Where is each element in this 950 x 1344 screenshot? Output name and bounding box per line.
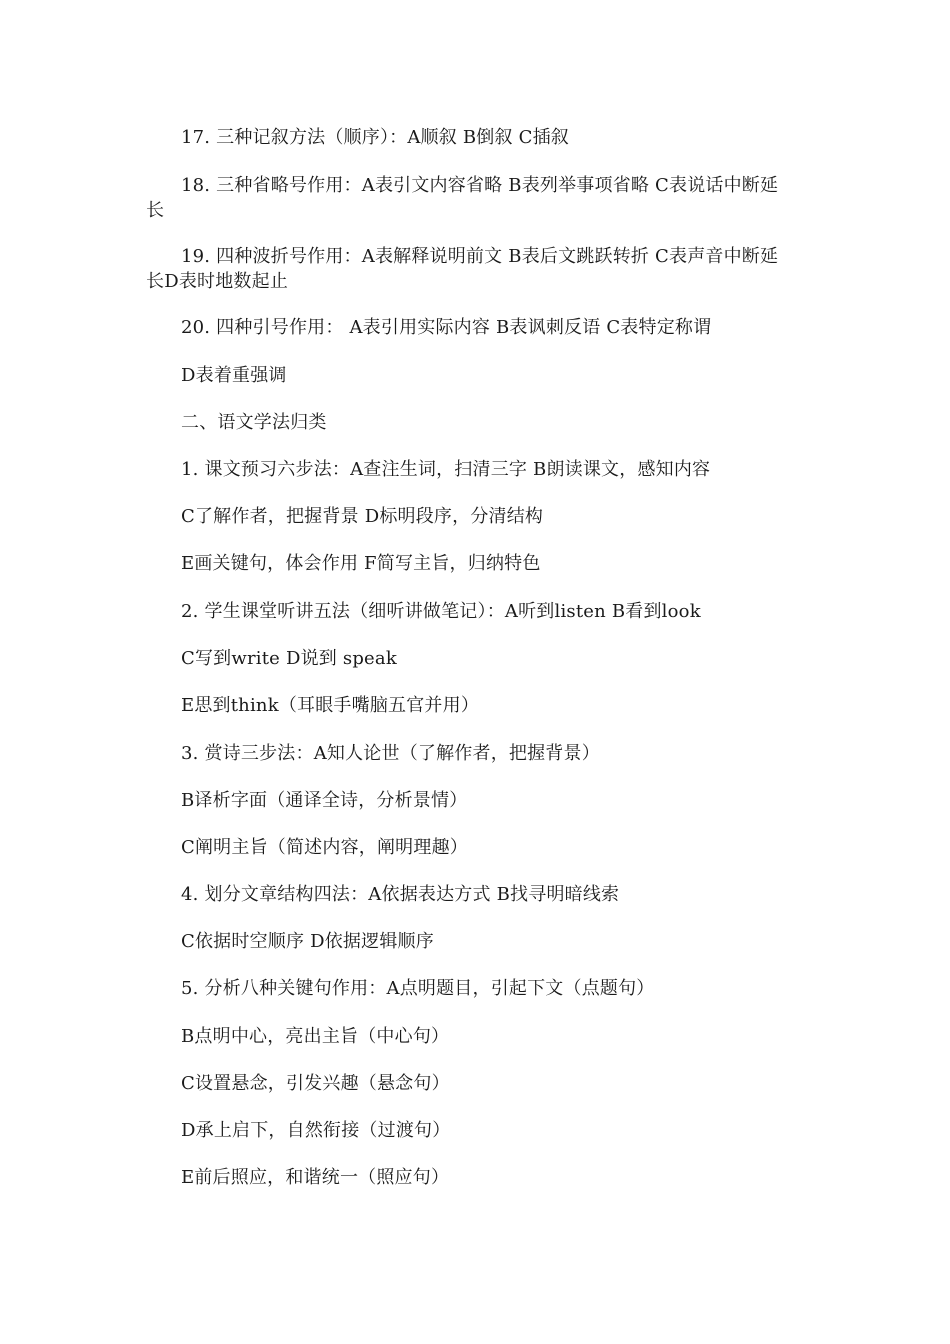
method-5-key-sentences: 5. 分析八种关键句作用：A点明题目，引起下文（点题句） (181, 978, 655, 999)
item-18-line-1: 18. 三种省略号作用：A表引文内容省略 B表列举事项省略 C表说话中断延 (181, 175, 779, 196)
method-1-preview: 1. 课文预习六步法：A查注生词，扫清三字 B朗读课文，感知内容 (181, 459, 711, 480)
method-5-key-sentences-d: D承上启下，自然衔接（过渡句） (181, 1120, 451, 1141)
item-19-line-1: 19. 四种波折号作用：A表解释说明前文 B表后文跳跃转折 C表声音中断延 (181, 246, 779, 267)
method-2-listening: 2. 学生课堂听讲五法（细听讲做笔记）：A听到listen B看到look (181, 601, 701, 622)
method-4-structure: 4. 划分文章结构四法：A依据表达方式 B找寻明暗线索 (181, 884, 620, 905)
method-3-poetry-c: C阐明主旨（简述内容，阐明理趣） (181, 837, 468, 858)
item-18-ellipsis-uses (146, 173, 816, 223)
method-2-listening-cd: C写到write D说到 speak (181, 648, 397, 669)
method-5-key-sentences-e: E前后照应，和谐统一（照应句） (181, 1167, 450, 1188)
section-heading-study-methods: 二、语文学法归类 (181, 412, 327, 433)
method-4-structure-cd: C依据时空顺序 D依据逻辑顺序 (181, 931, 434, 952)
method-5-key-sentences-b: B点明中心，亮出主旨（中心句） (181, 1026, 450, 1047)
item-18-line-2: 长 (146, 200, 165, 221)
item-19-dash-uses (146, 244, 816, 294)
method-2-listening-e: E思到think（耳眼手嘴脑五官并用） (181, 695, 480, 716)
method-3-poetry: 3. 赏诗三步法：A知人论世（了解作者，把握背景） (181, 743, 600, 764)
method-1-preview-cd: C了解作者，把握背景 D标明段序，分清结构 (181, 506, 544, 527)
method-3-poetry-b: B译析字面（通译全诗，分析景情） (181, 790, 468, 811)
method-5-key-sentences-c: C设置悬念，引发兴趣（悬念句） (181, 1073, 450, 1094)
item-17-narration-methods: 17. 三种记叙方法（顺序）：A顺叙 B倒叙 C插叙 (181, 127, 569, 148)
item-20-quote-uses: 20. 四种引号作用： A表引用实际内容 B表讽刺反语 C表特定称谓 (181, 317, 712, 338)
method-1-preview-ef: E画关键句，体会作用 F简写主旨，归纳特色 (181, 553, 541, 574)
item-20-continued: D表着重强调 (181, 365, 287, 386)
item-19-line-2: 长D表时地数起止 (146, 271, 289, 292)
